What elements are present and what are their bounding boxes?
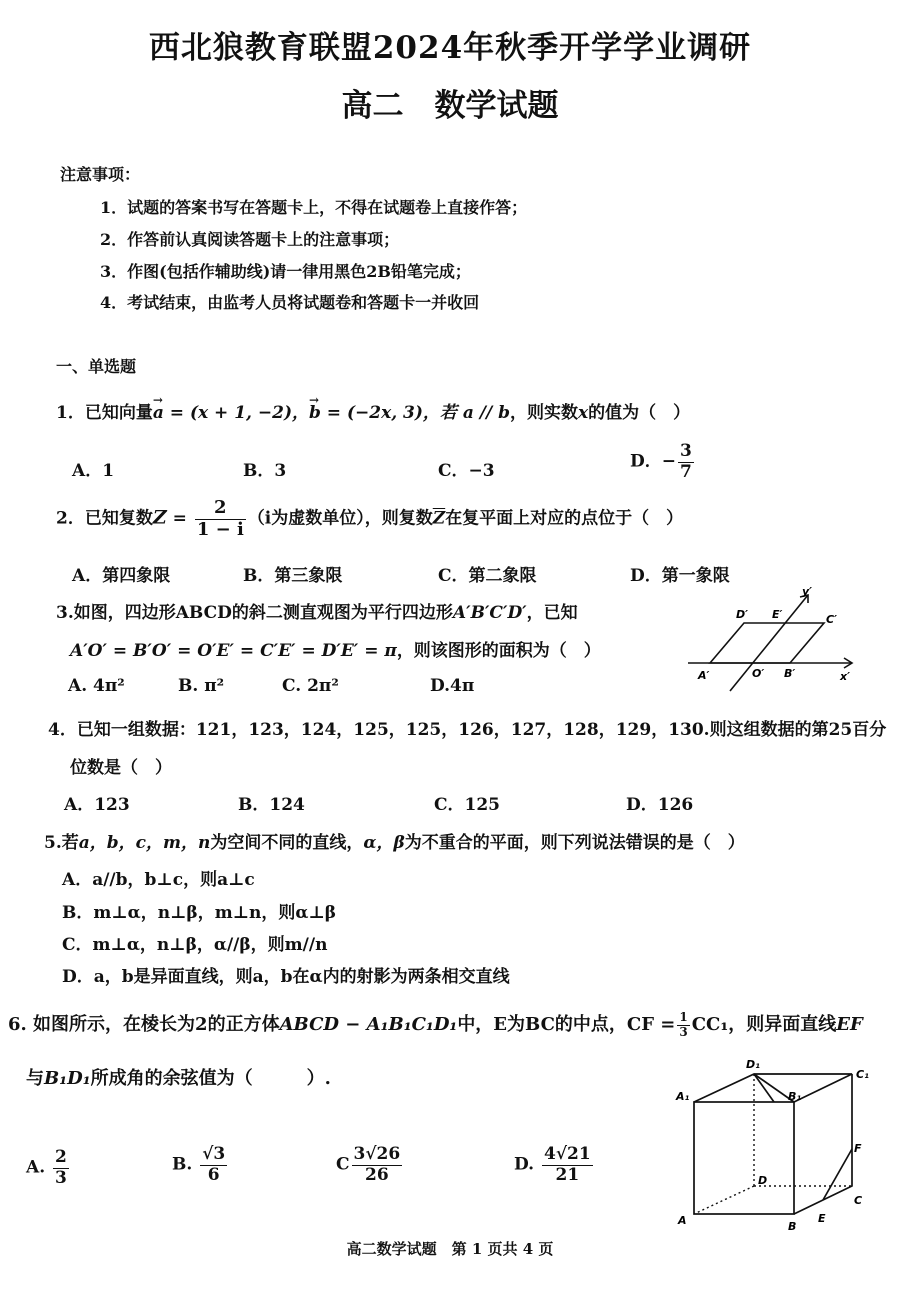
label-a: A′	[698, 669, 710, 682]
parallelogram-label: A′B′C′D′	[452, 603, 527, 623]
fraction: $\frac{4√21}{21}$	[543, 1144, 591, 1185]
q1-option-d[interactable]	[630, 442, 696, 482]
notice-item-3: 3．作图(包括作辅助线)请一律用黑色2B铅笔完成；	[100, 262, 471, 281]
q3-text-end: ，已知	[526, 603, 578, 623]
q3-figure	[680, 585, 860, 695]
cube-front-face	[694, 1102, 794, 1214]
q5-text-2: 为空间不同的直线，	[210, 833, 364, 853]
q5-option-d[interactable]: D．a，b是异面直线，则a，b在α内的射影为两条相交直线	[62, 967, 510, 987]
q2-option-a[interactable]: A．第四象限	[72, 566, 171, 586]
q5-option-a[interactable]: A．a//b，b⊥c，则a⊥c	[62, 870, 255, 890]
q6-cube-figure	[670, 1052, 880, 1232]
section-heading: 一、单选题	[56, 357, 137, 376]
option-label: D.	[514, 1154, 535, 1175]
q1-text-2: ，则实数	[510, 403, 579, 423]
vector-b-value: = (−2x, 3)，若	[320, 403, 463, 423]
label-b: B	[788, 1220, 797, 1232]
label-c: C′	[826, 613, 837, 626]
label-b: B′	[784, 667, 796, 680]
q1-text: 已知向量	[84, 403, 153, 423]
option-label: A.	[26, 1157, 46, 1178]
question-5-stem	[44, 828, 745, 853]
fraction: $\frac{2}{3}$	[55, 1147, 67, 1188]
label-c: C	[854, 1194, 863, 1207]
q2-option-b[interactable]: B．第三象限	[243, 566, 343, 586]
label-b1: B₁	[788, 1090, 802, 1103]
cube-right-edges	[794, 1074, 852, 1214]
question-1-stem	[56, 393, 691, 423]
fraction: $\frac{3}{7}$	[680, 441, 692, 482]
q5-option-b[interactable]: B．m⊥α，n⊥β，m⊥n，则α⊥β	[62, 903, 337, 923]
fraction: $\frac{3√26}{26}$	[353, 1144, 401, 1185]
option-label: D．−	[630, 451, 676, 472]
vector-a: a →	[152, 393, 164, 423]
label-e: E′	[772, 608, 783, 621]
variable-x: x	[578, 403, 589, 423]
label-d: D′	[736, 608, 749, 621]
q6-text-3: CC₁，则异面直线	[691, 1014, 837, 1035]
option-label: C	[336, 1154, 350, 1175]
q2-option-c[interactable]: C．第二象限	[438, 566, 537, 586]
cube-label: ABCD − A₁B₁C₁D₁	[279, 1014, 458, 1035]
q3-option-b[interactable]: B. π²	[178, 676, 225, 696]
question-number: 2．	[56, 508, 85, 529]
q1-option-b[interactable]: B．3	[243, 461, 287, 481]
q4-option-a[interactable]: A．123	[64, 795, 130, 815]
question-4-stem-2: 位数是（ ）	[70, 758, 172, 778]
notice-item-1: 1．试题的答案书写在答题卡上，不得在试题卷上直接作答；	[100, 198, 528, 217]
label-a1: A₁	[676, 1090, 690, 1103]
q2-text-3: 在复平面上对应的点位于（ ）	[445, 508, 684, 529]
q1-option-a[interactable]: A．1	[72, 461, 115, 481]
q6-option-b[interactable]	[172, 1145, 229, 1185]
segment-ef: EF	[836, 1014, 863, 1035]
vector-a-value: = (x + 1, −2)，	[163, 403, 309, 423]
parallel-condition: a // b	[462, 403, 511, 423]
q2-text-2: （i为虚数单位），则复数	[247, 508, 433, 529]
question-6-stem-2	[26, 1064, 331, 1090]
segment-b1d1: B₁D₁	[44, 1068, 91, 1089]
q3-text: 3.如图，四边形ABCD的斜二测直观图为平行四边形	[56, 603, 453, 623]
line-variables: a，b，c，m，n	[78, 833, 211, 853]
fraction: $\frac{1}{3}$	[679, 1009, 688, 1039]
length-condition: A′O′ = B′O′ = O′E′ = C′E′ = D′E′ = π	[70, 641, 397, 661]
complex-z-conjugate: $\overline{Z}$	[432, 508, 446, 529]
notice-item-4: 4．考试结束，由监考人员将试题卷和答题卡一并收回	[100, 293, 480, 312]
q6-option-d[interactable]	[514, 1145, 595, 1185]
label-a: A	[678, 1214, 687, 1227]
fraction: $\frac{√3}{6}$	[202, 1144, 226, 1185]
q1-text-3: 的值为（ ）	[588, 403, 691, 423]
q5-text-3: 为不重合的平面，则下列说法错误的是（ ）	[404, 833, 745, 853]
notice-heading: 注意事项：	[60, 165, 141, 184]
label-y: y′	[802, 585, 813, 598]
segment-d1b1	[754, 1074, 774, 1102]
label-c1: C₁	[856, 1068, 869, 1081]
q4-option-b[interactable]: B．124	[238, 795, 305, 815]
question-number: 1．	[56, 403, 85, 423]
label-d: D	[758, 1174, 768, 1187]
q6-text-4: 与	[26, 1068, 44, 1089]
question-4-stem: 4．已知一组数据：121，123，124，125，125，126，127，128，129，130.则这组数据的第25百分	[48, 720, 887, 740]
exam-title: 西北狼教育联盟2024年秋季开学学业调研	[148, 30, 752, 66]
q6-text-5: 所成角的余弦值为（ ）.	[90, 1068, 331, 1089]
q6-text: 6. 如图所示，在棱长为2的正方体	[8, 1014, 280, 1035]
vector-b: b →	[308, 393, 321, 423]
label-o: O′	[752, 667, 765, 680]
question-3-condition	[70, 636, 601, 661]
complex-z: Z	[152, 506, 167, 529]
label-d1: D₁	[746, 1058, 760, 1071]
q3-option-d[interactable]: D.4π	[430, 676, 475, 696]
q2-option-d[interactable]: D．第一象限	[630, 566, 730, 586]
label-f: F	[854, 1142, 862, 1155]
q1-option-c[interactable]: C．−3	[438, 461, 495, 481]
notice-item-2: 2．作答前认真阅读答题卡上的注意事项；	[100, 230, 400, 249]
label-x: x′	[840, 670, 850, 683]
label-e: E	[818, 1212, 826, 1225]
equals: =	[166, 508, 193, 529]
q6-text-2: 中，E为BC的中点，CF =	[457, 1014, 676, 1035]
hidden-edge-da	[694, 1186, 754, 1214]
q2-text: 已知复数	[84, 508, 153, 529]
q6-option-a[interactable]	[26, 1148, 71, 1188]
parallelogram	[710, 623, 824, 663]
q5-text: 5.若	[44, 833, 79, 853]
q6-option-c[interactable]	[336, 1145, 404, 1185]
page-footer: 高二数学试题 第 1 页共 4 页	[346, 1240, 554, 1258]
question-2-stem	[56, 498, 683, 540]
fraction: $\frac{2}{1 - i}$	[196, 497, 244, 540]
option-label: B.	[172, 1154, 193, 1175]
q3-option-a[interactable]: A. 4π²	[68, 676, 125, 696]
q4-option-c[interactable]: C．125	[434, 795, 501, 815]
q5-option-c[interactable]: C．m⊥α，n⊥β，α//β，则m//n	[62, 935, 328, 955]
question-6-stem	[8, 1010, 863, 1039]
question-3-stem	[56, 598, 578, 623]
plane-variables: α，β	[363, 833, 405, 853]
q4-option-d[interactable]: D．126	[626, 795, 694, 815]
q3-option-c[interactable]: C. 2π²	[282, 676, 339, 696]
exam-subtitle: 高二 数学试题	[341, 88, 559, 124]
q3-text-2: ，则该图形的面积为（ ）	[396, 641, 601, 661]
